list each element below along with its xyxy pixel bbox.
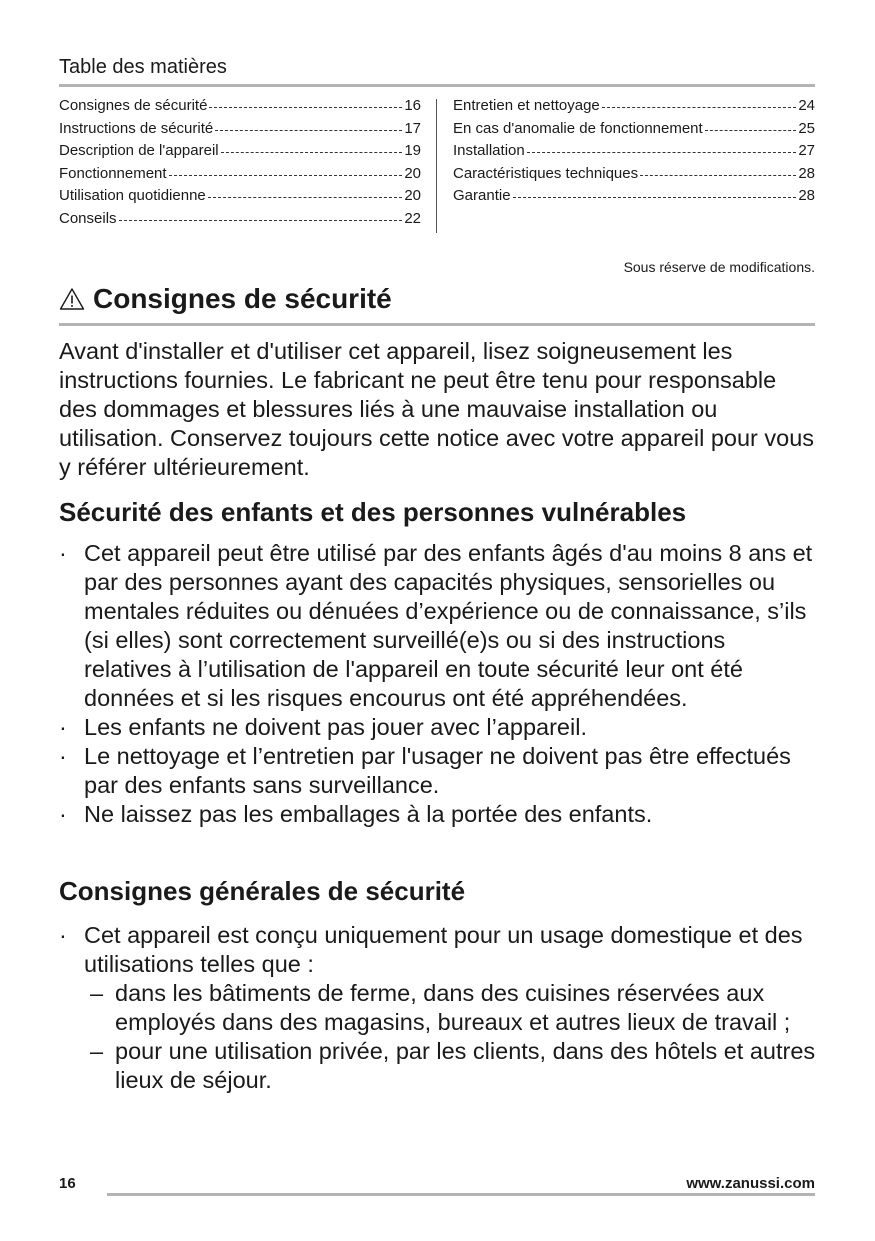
- toc-entry-page: 20: [404, 164, 421, 182]
- list-item-text: Le nettoyage et l’entretien par l'usager ne doivent pas être effectués par des enfants sans surveillance.: [84, 743, 791, 798]
- toc-entry[interactable]: [453, 97, 815, 120]
- toc-entry-label: En cas d'anomalie de fonctionnement: [453, 119, 703, 137]
- warning-icon: [59, 287, 85, 311]
- toc-right-column: [453, 97, 815, 210]
- toc-entry-label: Installation: [453, 142, 525, 160]
- toc-entry[interactable]: [59, 97, 421, 120]
- toc-entry[interactable]: [59, 120, 421, 143]
- list-item-text: Les enfants ne doivent pas jouer avec l’appareil.: [84, 714, 587, 740]
- toc-entry-label: Caractéristiques techniques: [453, 164, 639, 182]
- toc-entry[interactable]: [59, 165, 421, 188]
- toc-leader: [513, 197, 797, 198]
- toc-leader: [527, 152, 797, 153]
- toc-entry-page: 16: [404, 97, 421, 114]
- toc-entry-page: 17: [404, 119, 421, 137]
- bullet-icon: ·: [59, 540, 67, 566]
- toc-entry-page: 24: [798, 97, 815, 114]
- toc-leader: [169, 175, 403, 176]
- toc-left-column: [59, 97, 421, 233]
- toc-title: Table des matières: [59, 56, 227, 78]
- bullet-icon: ·: [59, 714, 67, 740]
- sub-list-item-text: dans les bâtiments de ferme, dans des cuisines réservées aux employés dans des magasins, bureaux et autres lieux de travail ;: [115, 980, 791, 1035]
- general-safety-list: [59, 921, 819, 1095]
- section-title-rule: [59, 323, 815, 326]
- list-item: [59, 800, 819, 829]
- toc-column-divider: [436, 99, 437, 233]
- list-item: [59, 539, 819, 713]
- intro-paragraph: Avant d'installer et d'utiliser cet appareil, lisez soigneusement les instructions fournies. Le fabricant ne peut être tenu pour responsable des dommages et blessures liés à une mauvaise installation ou utilisation. Conservez toujours cette notice avec votre appareil pour vous y référer ultérieurement.: [59, 338, 815, 480]
- toc-leader: [208, 197, 403, 198]
- toc-entry-label: Fonctionnement: [59, 164, 167, 182]
- list-item-text: Cet appareil est conçu uniquement pour un usage domestique et des utilisations telles que :: [84, 922, 803, 977]
- toc-leader: [640, 175, 796, 176]
- toc-entry-page: 28: [798, 164, 815, 182]
- section-title: Consignes de sécurité: [93, 283, 392, 314]
- toc-leader: [119, 220, 403, 221]
- toc-entry-page: 27: [798, 142, 815, 160]
- footer-url-link[interactable]: www.zanussi.com: [680, 1175, 815, 1192]
- dash-icon: –: [90, 1038, 104, 1064]
- toc-entry-label: Conseils: [59, 209, 117, 227]
- toc-leader: [209, 107, 402, 108]
- dash-icon: –: [90, 980, 104, 1006]
- table-of-contents: [59, 97, 815, 237]
- toc-entry-label: Garantie: [453, 187, 511, 205]
- toc-entry-label: Entretien et nettoyage: [453, 97, 600, 114]
- list-item: [59, 921, 819, 1095]
- toc-title-rule: [59, 84, 815, 87]
- toc-leader: [215, 130, 402, 131]
- bullet-icon: ·: [59, 922, 67, 948]
- toc-entry[interactable]: [453, 187, 815, 210]
- sub-list: [84, 979, 819, 1095]
- toc-entry[interactable]: [453, 165, 815, 188]
- toc-entry-page: 20: [404, 187, 421, 205]
- toc-entry[interactable]: [59, 142, 421, 165]
- toc-entry[interactable]: [59, 187, 421, 210]
- sub-list-item-text: pour une utilisation privée, par les clients, dans des hôtels et autres lieux de séjour.: [115, 1038, 816, 1093]
- toc-entry[interactable]: [59, 210, 421, 233]
- revision-note: Sous réserve de modifications.: [623, 259, 815, 275]
- toc-entry-page: 19: [404, 142, 421, 160]
- section-heading: [59, 283, 392, 315]
- toc-entry-label: Instructions de sécurité: [59, 119, 214, 137]
- bullet-icon: ·: [59, 801, 67, 827]
- toc-leader: [602, 107, 797, 108]
- children-safety-heading: Sécurité des enfants et des personnes vulnérables: [59, 497, 687, 527]
- list-item-text: Cet appareil peut être utilisé par des enfants âgés d'au moins 8 ans et par des personnes ayant des capacités physiques, sensorielles ou mentales réduites ou dénuées d’expérience ou de connaissance, s’ils (si elles) sont correctement surveillé(e)s ou si des instructions relatives à l’utilisation de l'appareil en toute sécurité leur ont été données et si les risques encourus ont été appréhendées.: [84, 540, 813, 711]
- toc-entry[interactable]: [453, 142, 815, 165]
- toc-entry-label: Utilisation quotidienne: [59, 187, 206, 205]
- children-safety-list: [59, 539, 819, 829]
- general-safety-heading: Consignes générales de sécurité: [59, 876, 466, 906]
- toc-leader: [221, 152, 403, 153]
- page-number: 16: [59, 1175, 76, 1192]
- toc-entry[interactable]: [453, 120, 815, 143]
- toc-leader: [705, 130, 797, 131]
- list-item: [59, 742, 819, 800]
- toc-entry-page: 22: [404, 209, 421, 227]
- toc-entry-label: Consignes de sécurité: [59, 97, 208, 114]
- toc-entry-label: Description de l'appareil: [59, 142, 219, 160]
- toc-entry-page: 25: [798, 119, 815, 137]
- list-item-text: Ne laissez pas les emballages à la portée des enfants.: [84, 801, 653, 827]
- footer-rule: [107, 1193, 815, 1196]
- sub-list-item: [84, 979, 819, 1037]
- bullet-icon: ·: [59, 743, 67, 769]
- list-item: [59, 713, 819, 742]
- toc-entry-page: 28: [798, 187, 815, 205]
- sub-list-item: [84, 1037, 819, 1095]
